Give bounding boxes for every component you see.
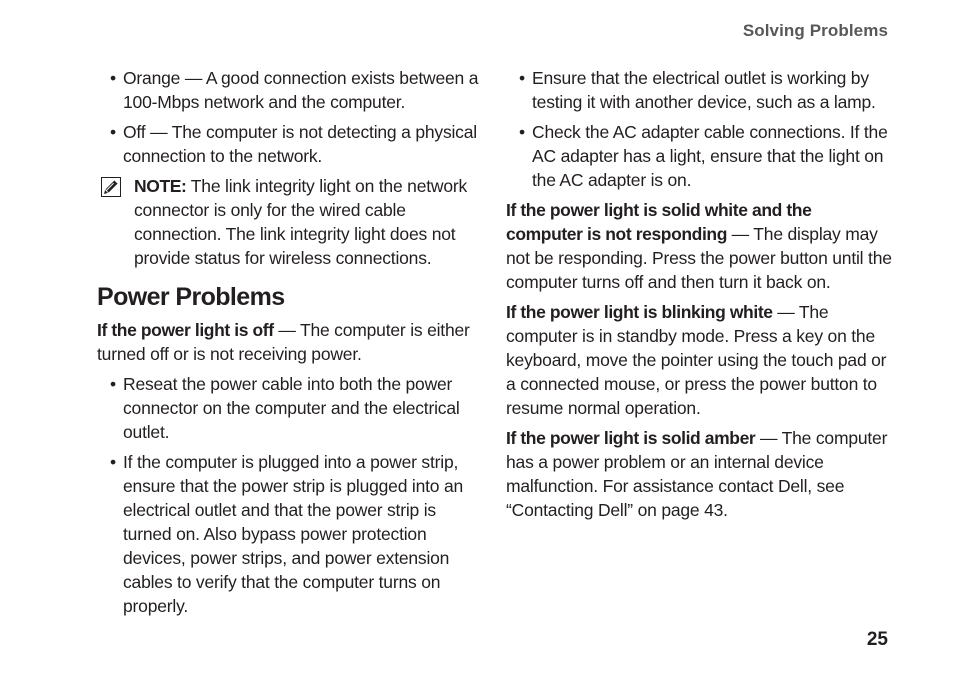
power-off-steps-list [97,372,489,618]
list-item-power-strip: • If the computer is plugged into a power strip, ensure that the power strip is plugged into an electrical outlet and that the power strip is turned on. Also bypass power protection devices, power strips, and power extension cables to verify that the computer turns on properly. [97,450,489,618]
power-off-text: — The computer is either turned off or is not receiving power. [97,320,470,364]
section-heading: Power Problems [97,283,285,311]
pencil-note-icon [101,177,121,197]
list-item-outlet: • Ensure that the electrical outlet is working by testing it with another device, such as a lamp. [506,66,892,114]
list-item-off: • Off — The computer is not detecting a physical connection to the network. [97,120,489,168]
solid-white-lead: If the power light is solid white and the computer is not responding [506,200,812,244]
running-header: Solving Problems [742,21,888,40]
blinking-white-text: — The computer is in standby mode. Press a key on the keyboard, move the pointer using the touch pad or a connected mouse, or press the power button to resume normal operation. [506,302,887,418]
solid-amber-lead: If the power light is solid amber [506,428,756,448]
left-column [97,66,489,624]
power-off-lead: If the power light is off [97,320,274,340]
list-item-reseat-cable: • Reseat the power cable into both the power connector on the computer and the electrical outlet. [97,372,489,444]
link-light-status-list [97,66,489,168]
blinking-white-lead: If the power light is blinking white [506,302,773,322]
list-item-ac-adapter: • Check the AC adapter cable connections. If the AC adapter has a light, ensure that the light on the AC adapter is on. [506,120,892,192]
solid-white-paragraph [506,198,892,294]
note-text: The link integrity light on the network connector is only for the wired cable connection. The link integrity light does not provide status for wireless connections. [134,176,468,268]
list-item-orange: • Orange — A good connection exists between a 100-Mbps network and the computer. [97,66,489,114]
power-check-list [506,66,892,192]
right-column [506,66,892,528]
page-number: 25 [866,629,888,650]
solid-amber-text: — The computer has a power problem or an internal device malfunction. For assistance contact Dell, see “Contacting Dell” on page 43. [506,428,888,520]
note-label: NOTE: [134,176,187,196]
solid-white-text: — The display may not be responding. Press the power button until the computer turns off and then turn it back on. [506,224,892,292]
note-block [97,174,489,270]
solid-amber-paragraph [506,426,892,522]
blinking-white-paragraph [506,300,892,420]
power-off-paragraph [97,318,489,366]
